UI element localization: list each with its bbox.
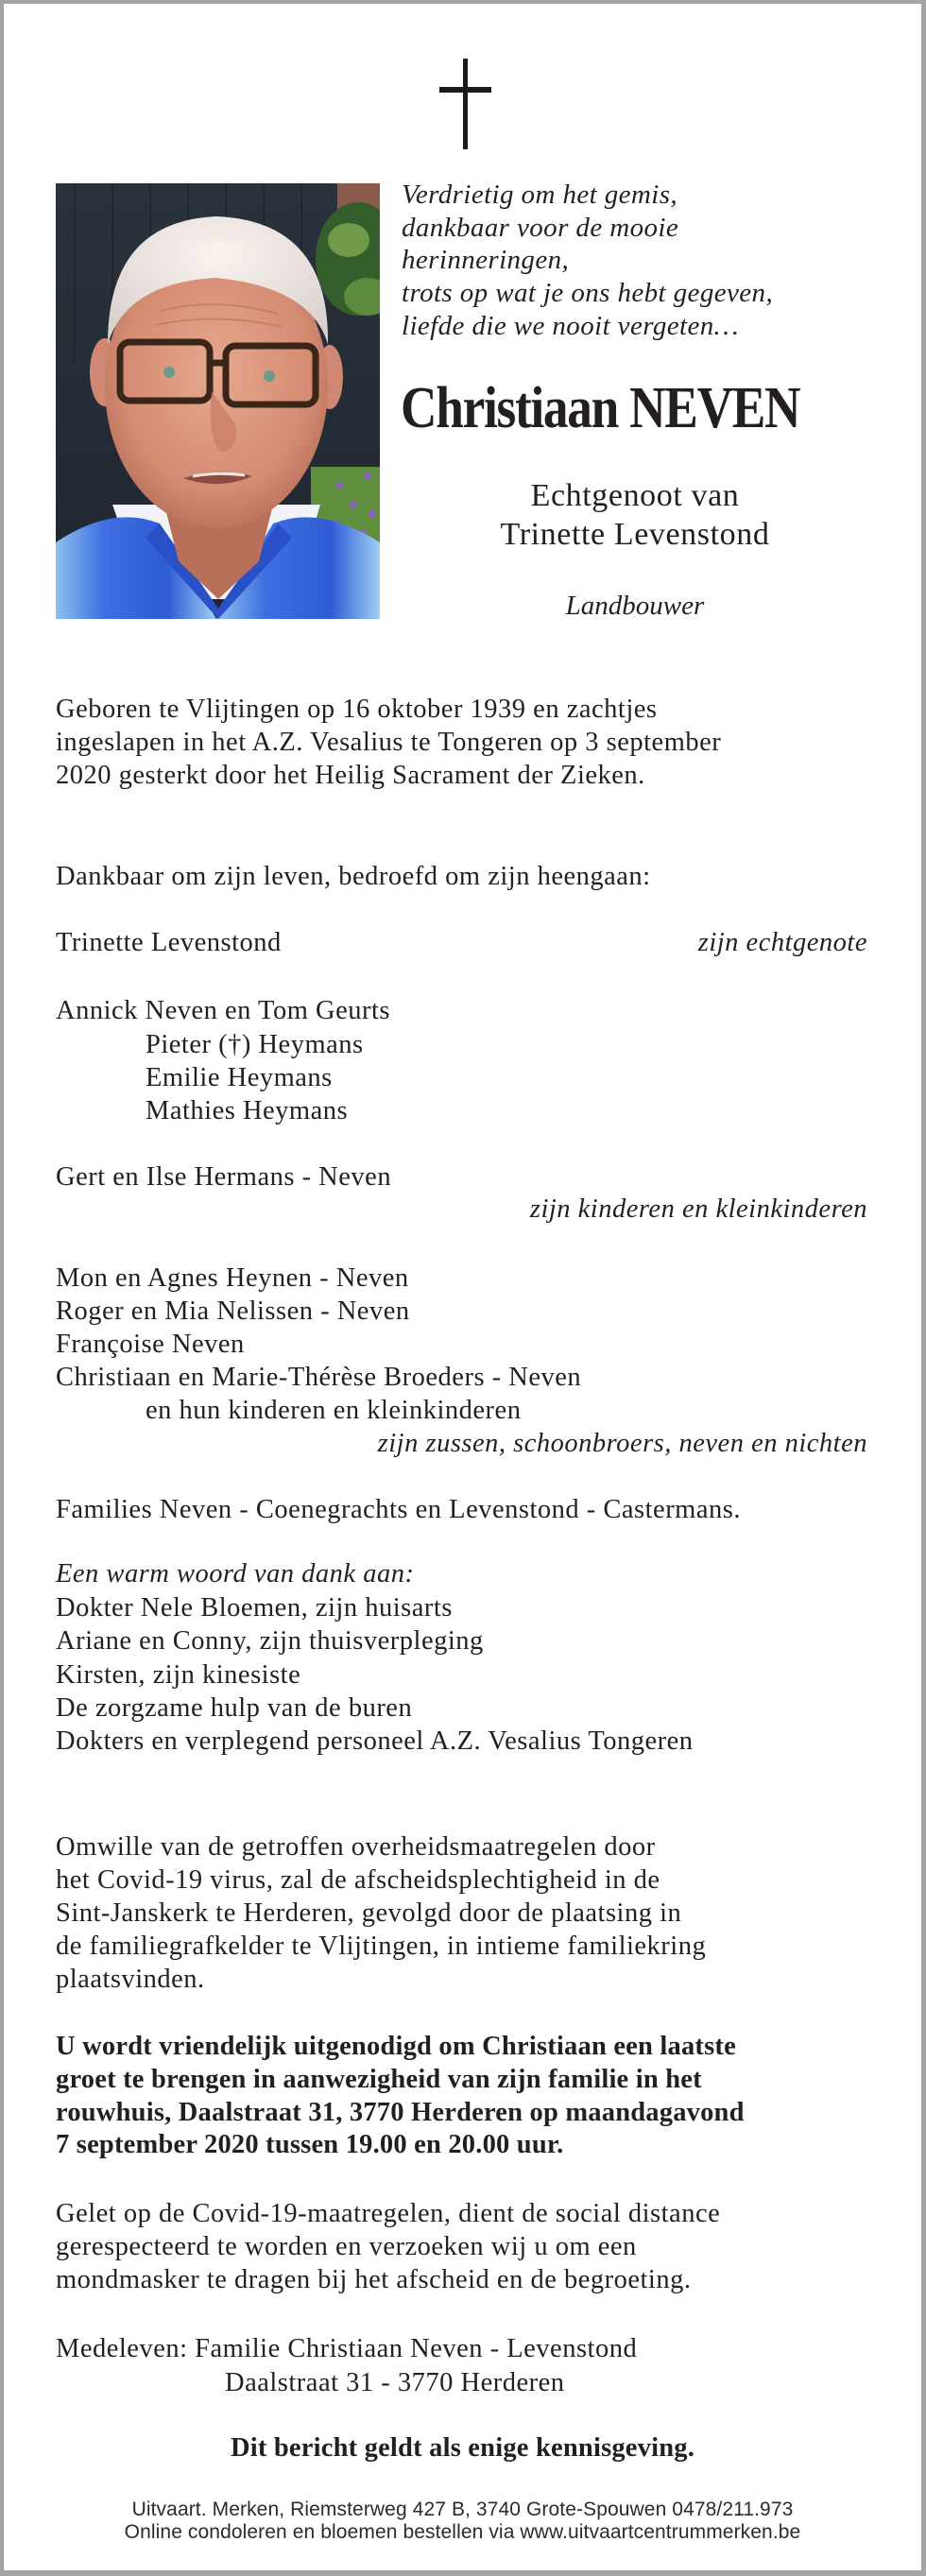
birth-death-line: ingeslapen in het A.Z. Vesalius te Tongeren op 3 september: [56, 728, 722, 757]
funeral-home-website[interactable]: Online condoleren en bloemen bestellen via www.uitvaartcentrummerken.be: [124, 2521, 801, 2543]
covid-line: mondmasker te dragen bij het afscheid en de begroeting.: [56, 2265, 692, 2294]
thanks-item: Dokter Nele Bloemen, zijn huisarts: [56, 1593, 453, 1623]
child-row: Annick Neven en Tom Geurts: [56, 996, 390, 1025]
spouse-row-name: Trinette Levenstond: [56, 928, 282, 957]
portrait-photo: [56, 183, 380, 619]
funeral-line: het Covid-19 virus, zal de afscheidsplechtigheid in de: [56, 1865, 660, 1895]
spouse-label: Echtgenoot van: [530, 478, 740, 513]
thanks-intro: Een warm woord van dank aan:: [56, 1559, 415, 1589]
family-intro: Dankbaar om zijn leven, bedroefd om zijn heengaan:: [56, 862, 651, 891]
covid-line: Gelet op de Covid-19-maatregelen, dient de social distance: [56, 2199, 721, 2228]
condolences-address: Daalstraat 31 - 3770 Herderen: [225, 2368, 565, 2397]
invitation-line: rouwhuis, Daalstraat 31, 3770 Herderen op maandagavond: [56, 2098, 745, 2127]
siblings-relation: zijn zussen, schoonbroers, neven en nichten: [377, 1429, 867, 1458]
obituary-card: [4, 4, 921, 2570]
deceased-name: Christiaan NEVEN: [401, 376, 800, 440]
grandchild-row: Mathies Heymans: [146, 1096, 349, 1125]
invitation-line: U wordt vriendelijk uitgenodigd om Christiaan een laatste: [56, 2032, 736, 2061]
poem-line: dankbaar voor de mooie: [402, 212, 679, 243]
birth-death-line: 2020 gesterkt door het Heilig Sacrament der Zieken.: [56, 761, 645, 790]
spouse-row-relation: zijn echtgenote: [697, 928, 867, 957]
grandchild-row: Emilie Heymans: [146, 1063, 333, 1092]
thanks-item: Kirsten, zijn kinesiste: [56, 1660, 301, 1690]
funeral-line: plaatsvinden.: [56, 1965, 205, 1994]
poem-line: Verdrietig om het gemis,: [402, 180, 678, 210]
sibling-row: Mon en Agnes Heynen - Neven: [56, 1263, 409, 1293]
covid-line: gerespecteerd te worden en verzoeken wij u om een: [56, 2232, 637, 2261]
thanks-item: De zorgzame hulp van de buren: [56, 1693, 413, 1723]
poem: [402, 179, 773, 343]
funeral-home-address: Uitvaart. Merken, Riemsterweg 427 B, 3740 Grote-Spouwen 0478/211.973: [131, 2499, 794, 2520]
siblings-descendants: en hun kinderen en kleinkinderen: [146, 1396, 522, 1425]
poem-line: trots op wat je ons hebt gegeven,: [402, 278, 774, 309]
sibling-row: Christiaan en Marie-Thérèse Broeders - Neven: [56, 1363, 582, 1392]
funeral-line: Omwille van de getroffen overheidsmaatregelen door: [56, 1832, 656, 1862]
thanks-item: Ariane en Conny, zijn thuisverpleging: [56, 1626, 484, 1656]
child-row: Gert en Ilse Hermans - Neven: [56, 1162, 392, 1192]
official-notice: Dit bericht geldt als enige kennisgeving.: [230, 2433, 695, 2463]
funeral-line: Sint-Janskerk te Herderen, gevolgd door de plaatsing in: [56, 1898, 682, 1928]
birth-death-line: Geboren te Vlijtingen op 16 oktober 1939 en zachtjes: [56, 695, 658, 724]
thanks-item: Dokters en verplegend personeel A.Z. Vesalius Tongeren: [56, 1726, 694, 1756]
spouse-block: [399, 476, 871, 554]
occupation: Landbouwer: [565, 591, 705, 621]
spouse-name: Trinette Levenstond: [500, 517, 770, 552]
condolences-line: Medeleven: Familie Christiaan Neven - Levenstond: [56, 2334, 638, 2363]
sibling-row: Françoise Neven: [56, 1330, 245, 1359]
invitation-line: groet te brengen in aanwezigheid van zijn familie in het: [56, 2065, 702, 2094]
funeral-line: de familiegrafkelder te Vlijtingen, in intieme familiekring: [56, 1932, 707, 1961]
children-relation: zijn kinderen en kleinkinderen: [529, 1194, 867, 1224]
poem-line: herinneringen,: [402, 245, 570, 276]
cross-horizontal-bar: [439, 87, 491, 93]
poem-line: liefde die we nooit vergeten…: [402, 310, 739, 341]
families-line: Families Neven - Coenegrachts en Levenstond - Castermans.: [56, 1495, 741, 1524]
grandchild-row: Pieter (†) Heymans: [146, 1030, 364, 1059]
sibling-row: Roger en Mia Nelissen - Neven: [56, 1297, 410, 1326]
invitation-line: 7 september 2020 tussen 19.00 en 20.00 uur.: [56, 2130, 564, 2159]
cross-vertical-bar: [463, 59, 468, 149]
